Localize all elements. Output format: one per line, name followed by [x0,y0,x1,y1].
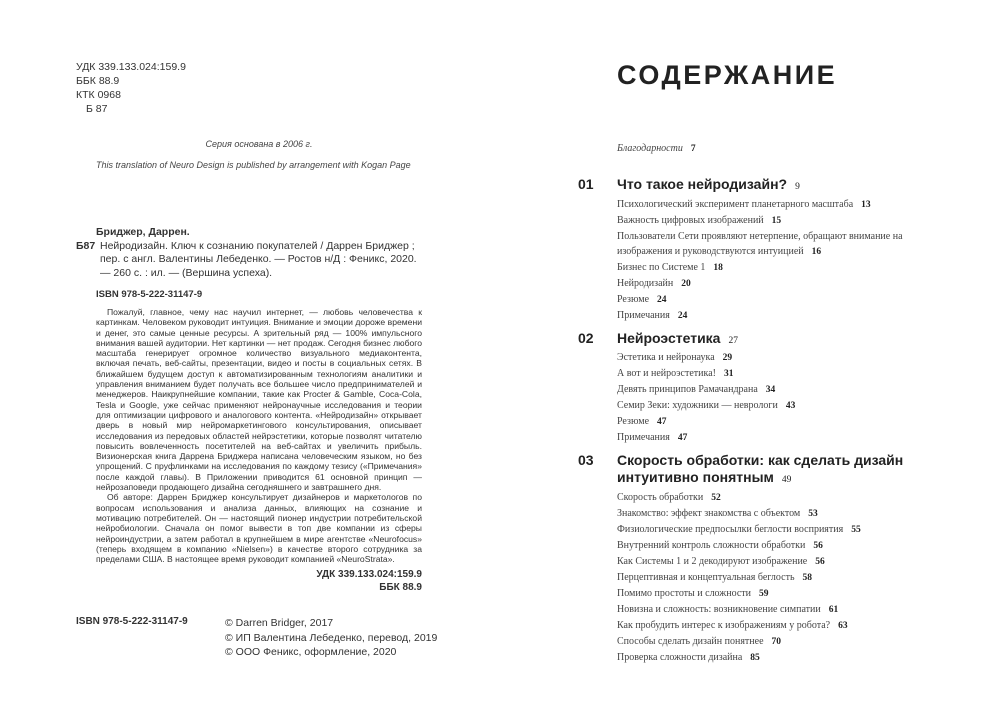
toc-item-page: 34 [765,385,776,395]
toc-item-page: 15 [771,216,782,226]
toc-item-label: Примечания [617,432,670,443]
ktk-code: КТК 0968 [76,89,121,101]
toc-item-page: 47 [657,417,667,427]
toc-item-page: 47 [677,433,688,443]
series-note: Серия основана в 2006 г. [205,139,313,149]
chapter-title-text: Нейроэстетика [617,330,721,346]
toc-item-page: 58 [802,573,812,583]
toc-item-label: Помимо простоты и сложности [617,588,751,599]
toc-item-label: Как Системы 1 и 2 декодируют изображение [617,556,808,567]
toc-item-page: 61 [828,605,839,615]
toc-item[interactable] [617,213,918,229]
toc-item-page: 43 [785,401,796,411]
toc-item-label: Важность цифровых изображений [617,215,764,226]
toc-item-label: Пользователи Сети проявляют нетерпение, обращают внимание на изображения и руководствуются интуицией [617,231,903,257]
chapter-number: 01 [578,176,594,192]
toc-chapter [578,330,918,446]
toc-item-page: 7 [690,144,696,154]
toc-item-label: Резюме [617,294,650,305]
toc-item[interactable] [617,602,918,618]
toc-item-label: Резюме [617,416,650,427]
toc-item-page: 56 [815,557,825,567]
udk-code: УДК 339.133.024:159.9 [76,61,186,73]
toc-item-label: Способы сделать дизайн понятнее [617,636,764,647]
toc-item-page: 53 [808,509,818,519]
toc-item[interactable] [617,554,918,570]
toc-item-label: Перцептивная и концептуальная беглость [617,572,795,583]
chapter-sections [617,350,918,446]
toc-item-label: Психологический эксперимент планетарного масштаба [617,199,854,210]
toc-item[interactable] [617,506,918,522]
copyright-line: © ИП Валентина Лебеденко, перевод, 2019 [225,631,438,644]
bbk-code: ББК 88.9 [76,75,120,87]
toc-item-page: 70 [771,637,782,647]
codes-bottom [96,568,422,594]
toc-item-page: 59 [758,589,769,599]
copyrights [225,616,437,660]
toc-item-label: Знакомство: эффект знакомства с объектом [617,508,801,519]
toc-item[interactable] [617,308,918,324]
toc-item-page: 24 [657,295,667,305]
toc-item[interactable] [617,292,918,308]
toc-item-label: Скорость обработки [617,492,704,503]
toc-item-page: 85 [750,653,760,663]
toc-item[interactable] [617,276,918,292]
toc-item[interactable] [617,350,918,366]
bibliographic-record [76,226,422,280]
toc-item[interactable] [617,618,918,634]
toc-item-label: Девять принципов Рамачандрана [617,384,758,395]
toc-item-label: Внутренний контроль сложности обработки [617,540,806,551]
toc-item-label: Физиологические предпосылки беглости восприятия [617,524,844,535]
biblio-code: Б87 [76,239,96,252]
toc-item-page: 18 [713,263,723,273]
chapter-number: 03 [578,452,594,468]
toc-item[interactable] [617,366,918,382]
toc-item[interactable] [617,229,918,260]
toc-item-label: Как пробудить интерес к изображениям у робота? [617,620,831,631]
toc-acknowledgements[interactable] [617,143,696,154]
biblio-description: Нейродизайн. Ключ к сознанию покупателей / Даррен Бриджер ; пер. с англ. Валентины Лебеденко. — Ростов н/Д : Феникс, 2020. — 260 с. : ил. — (Вершина успеха). [100,239,417,279]
toc-chapter [578,176,918,324]
toc-item-page: 56 [813,541,823,551]
author-heading: Бриджер, Даррен. [96,226,190,238]
isbn-bottom: ISBN 978-5-222-31147-9 [76,616,188,627]
chapter-title[interactable] [617,452,917,489]
chapter-sections [617,490,918,666]
chapter-page: 49 [781,475,792,485]
toc-item-label: Бизнес по Системе 1 [617,262,706,273]
toc-item-label: Нейродизайн [617,278,674,289]
toc-item-label: Благодарности [617,143,683,154]
toc-item-page: 13 [861,200,871,210]
toc-item-label: Проверка сложности дизайна [617,652,743,663]
toc-item[interactable] [617,260,918,276]
chapter-page: 9 [795,182,800,192]
annotation-paragraph: Пожалуй, главное, чему нас научил интернет, — любовь человечества к картинкам. Человеком руководит интуиция. Внимание и эмоции дороже времени и денег, это самые ценные ресурсы. А зрительный ряд — 100% импульсного внимания вашей аудитории. Нет картинки — нет продаж. Сегодня бизнес любого масштаба генерирует огромное количество визуального медиаконтента, включая печать, веб-сайты, презентации, видео и посты в социальных сетях. В ближайшем будущем доступ к автоматизированным технологиям аналитики и управления вниманием будет получать все большее число предпринимателей и менеджеров. Наикрупнейшие компании, такие как Procter & Gamble, Coca-Cola, Tesla и Google, уже сейчас применяют нейронаучные исследования и теории для оптимизации цифрового и аналогового контента. «Нейродизайн» открывает дверь в новый мир нейромаркетингового консультирования, описывает исследования из передовых областей нейрэстетики, которые позволят читателю повысить вовлеченность посетителей на веб-сайтах и увеличить прибыль. Визионерская книга Даррена Бриджера написана человеческим языком, но без упрощений. С пруфлинками на исследования по каждому тезису («Примечания» после каждой главы). В Приложении приводится 61 основной принцип — нейрозаповеди продающего дизайна сегодняшнего и завтрашнего дня. [96,307,422,493]
isbn-top: ISBN 978-5-222-31147-9 [96,289,203,300]
toc-item[interactable] [617,650,918,666]
toc-item-label: Эстетика и нейронаука [617,352,715,363]
toc-item[interactable] [617,414,918,430]
chapter-page: 27 [728,336,738,346]
toc-item[interactable] [617,490,918,506]
chapter-title-text: Что такое нейродизайн? [617,176,788,192]
translation-note: This translation of Neuro Design is published by arrangement with Kogan Page [96,160,411,170]
toc-item-label: Примечания [617,310,670,321]
copyright-line: © Darren Bridger, 2017 [225,617,334,629]
toc-item[interactable] [617,430,918,446]
toc-item[interactable] [617,634,918,650]
toc-item-label: А вот и нейроэстетика! [617,368,716,379]
toc-item-page: 16 [811,247,822,257]
toc-item[interactable] [617,197,918,213]
toc-chapter [578,452,918,666]
toc-title: СОДЕРЖАНИЕ [617,60,838,90]
chapter-title[interactable] [617,176,918,196]
toc-item-page: 31 [723,369,734,379]
toc-item-label: Новизна и сложность: возникновение симпатии [617,604,821,615]
copyright-line: © ООО Феникс, оформление, 2020 [225,646,397,658]
toc-item-page: 63 [838,621,848,631]
udk-bottom: УДК 339.133.024:159.9 [316,569,422,580]
chapter-title-text: Скорость обработки: как сделать дизайн интуитивно понятным [617,452,904,485]
toc-item-label: Семир Зеки: художники — неврологи [617,400,778,411]
toc-item-page: 55 [851,525,861,535]
toc-item-page: 29 [722,353,733,363]
toc-item[interactable] [617,522,918,538]
chapter-title[interactable] [617,330,918,350]
toc-item-page: 52 [711,493,721,503]
toc-item[interactable] [617,398,918,414]
toc-item[interactable] [617,538,918,554]
classification-codes [76,60,186,116]
toc-item-page: 24 [677,311,688,321]
annotation [96,307,422,564]
toc-item[interactable] [617,586,918,602]
bbk-bottom: ББК 88.9 [379,582,422,593]
toc-item[interactable] [617,382,918,398]
author-mark: Б 87 [86,103,108,115]
toc-item-page: 20 [681,279,691,289]
chapter-number: 02 [578,330,594,346]
author-bio-paragraph: Об авторе: Даррен Бриджер консультирует дизайнеров и маркетологов по вопросам использования и анализа данных, влияющих на сознание и мотивацию потребителей. Он — настоящий пионер индустрии потребительской нейробиологии. Сначала он помог вывести в топ две компании из сферы нейроиндустрии, а затем работал в крупнейшем в мире агентстве «Neurofocus» (теперь входящем в компанию «Nielsen») в качестве второго сотрудника за пределами США. В настоящее время руководит компанией «NeuroStrata». [96,492,422,565]
chapter-sections [617,197,918,324]
toc-item[interactable] [617,570,918,586]
